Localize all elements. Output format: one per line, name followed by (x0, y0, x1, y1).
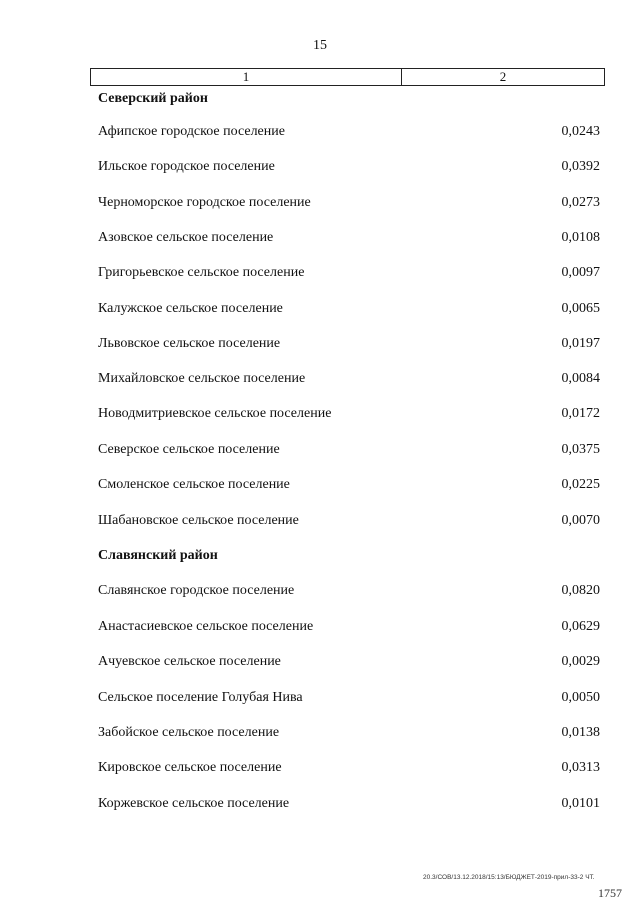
settlement-name: Анастасиевское сельское поселение (98, 619, 314, 634)
settlement-value: 0,0225 (561, 477, 600, 492)
settlement-name: Сельское поселение Голубая Нива (98, 690, 303, 705)
settlement-name: Кировское сельское поселение (98, 760, 282, 775)
settlement-value: 0,0101 (561, 796, 600, 811)
table-row (98, 122, 600, 142)
table-row (98, 193, 600, 213)
table-row (98, 617, 600, 637)
table-row (98, 369, 600, 389)
settlement-name: Новодмитриевское сельское поселение (98, 406, 332, 421)
settlement-value: 0,0313 (561, 760, 600, 775)
document-code: 20.3/СОВ/13.12.2018/15:13/БЮДЖЕТ-2019-прил-33-2 ЧТ. (423, 874, 595, 881)
section-heading (98, 89, 600, 109)
sheet-number-stamp: 1757 (598, 886, 622, 900)
settlement-name: Михайловское сельское поселение (98, 371, 306, 386)
settlement-name: Славянское городское поселение (98, 583, 295, 598)
table-row (98, 652, 600, 672)
settlement-value: 0,0084 (561, 371, 600, 386)
settlement-value: 0,0820 (561, 583, 600, 598)
table-header-col2: 2 (499, 69, 507, 84)
section-heading (98, 546, 600, 566)
table-header-col1: 1 (91, 69, 402, 85)
section-title: Славянский район (98, 548, 218, 563)
settlement-value: 0,0050 (561, 690, 600, 705)
table-row (98, 723, 600, 743)
settlement-name: Ильское городское поселение (98, 159, 275, 174)
table-row (98, 758, 600, 778)
table-row (98, 404, 600, 424)
settlement-name: Азовское сельское поселение (98, 230, 274, 245)
settlement-value: 0,0197 (561, 336, 600, 351)
table-row (98, 440, 600, 460)
settlement-value: 0,0097 (561, 265, 600, 280)
settlement-name: Забойское сельское поселение (98, 725, 280, 740)
settlement-name: Ачуевское сельское поселение (98, 654, 281, 669)
settlement-value: 0,0070 (561, 513, 600, 528)
table-row (98, 475, 600, 495)
settlement-name: Шабановское сельское поселение (98, 513, 299, 528)
table-row (98, 228, 600, 248)
settlement-name: Григорьевское сельское поселение (98, 265, 305, 280)
settlement-value: 0,0172 (561, 406, 600, 421)
settlement-name: Смоленское сельское поселение (98, 477, 290, 492)
settlement-name: Северское сельское поселение (98, 442, 280, 457)
section-title: Северский район (98, 91, 208, 106)
settlement-name: Калужское сельское поселение (98, 301, 283, 316)
settlement-name: Черноморское городское поселение (98, 195, 311, 210)
settlement-value: 0,0108 (561, 230, 600, 245)
settlement-name: Львовское сельское поселение (98, 336, 281, 351)
page-number: 15 (313, 38, 327, 53)
table-row (98, 581, 600, 601)
table-row (98, 299, 600, 319)
settlement-value: 0,0138 (561, 725, 600, 740)
settlement-value: 0,0629 (561, 619, 600, 634)
settlement-value: 0,0243 (561, 124, 600, 139)
settlement-value: 0,0273 (561, 195, 600, 210)
table-row (98, 794, 600, 814)
settlement-name: Афипское городское поселение (98, 124, 285, 139)
table-row (98, 334, 600, 354)
table-row (98, 263, 600, 283)
table-row (98, 157, 600, 177)
table-row (98, 688, 600, 708)
settlement-value: 0,0392 (561, 159, 600, 174)
settlement-value: 0,0065 (561, 301, 600, 316)
table-header (90, 68, 605, 86)
settlement-name: Коржевское сельское поселение (98, 796, 290, 811)
settlement-value: 0,0029 (561, 654, 600, 669)
table-row (98, 511, 600, 531)
settlement-value: 0,0375 (561, 442, 600, 457)
